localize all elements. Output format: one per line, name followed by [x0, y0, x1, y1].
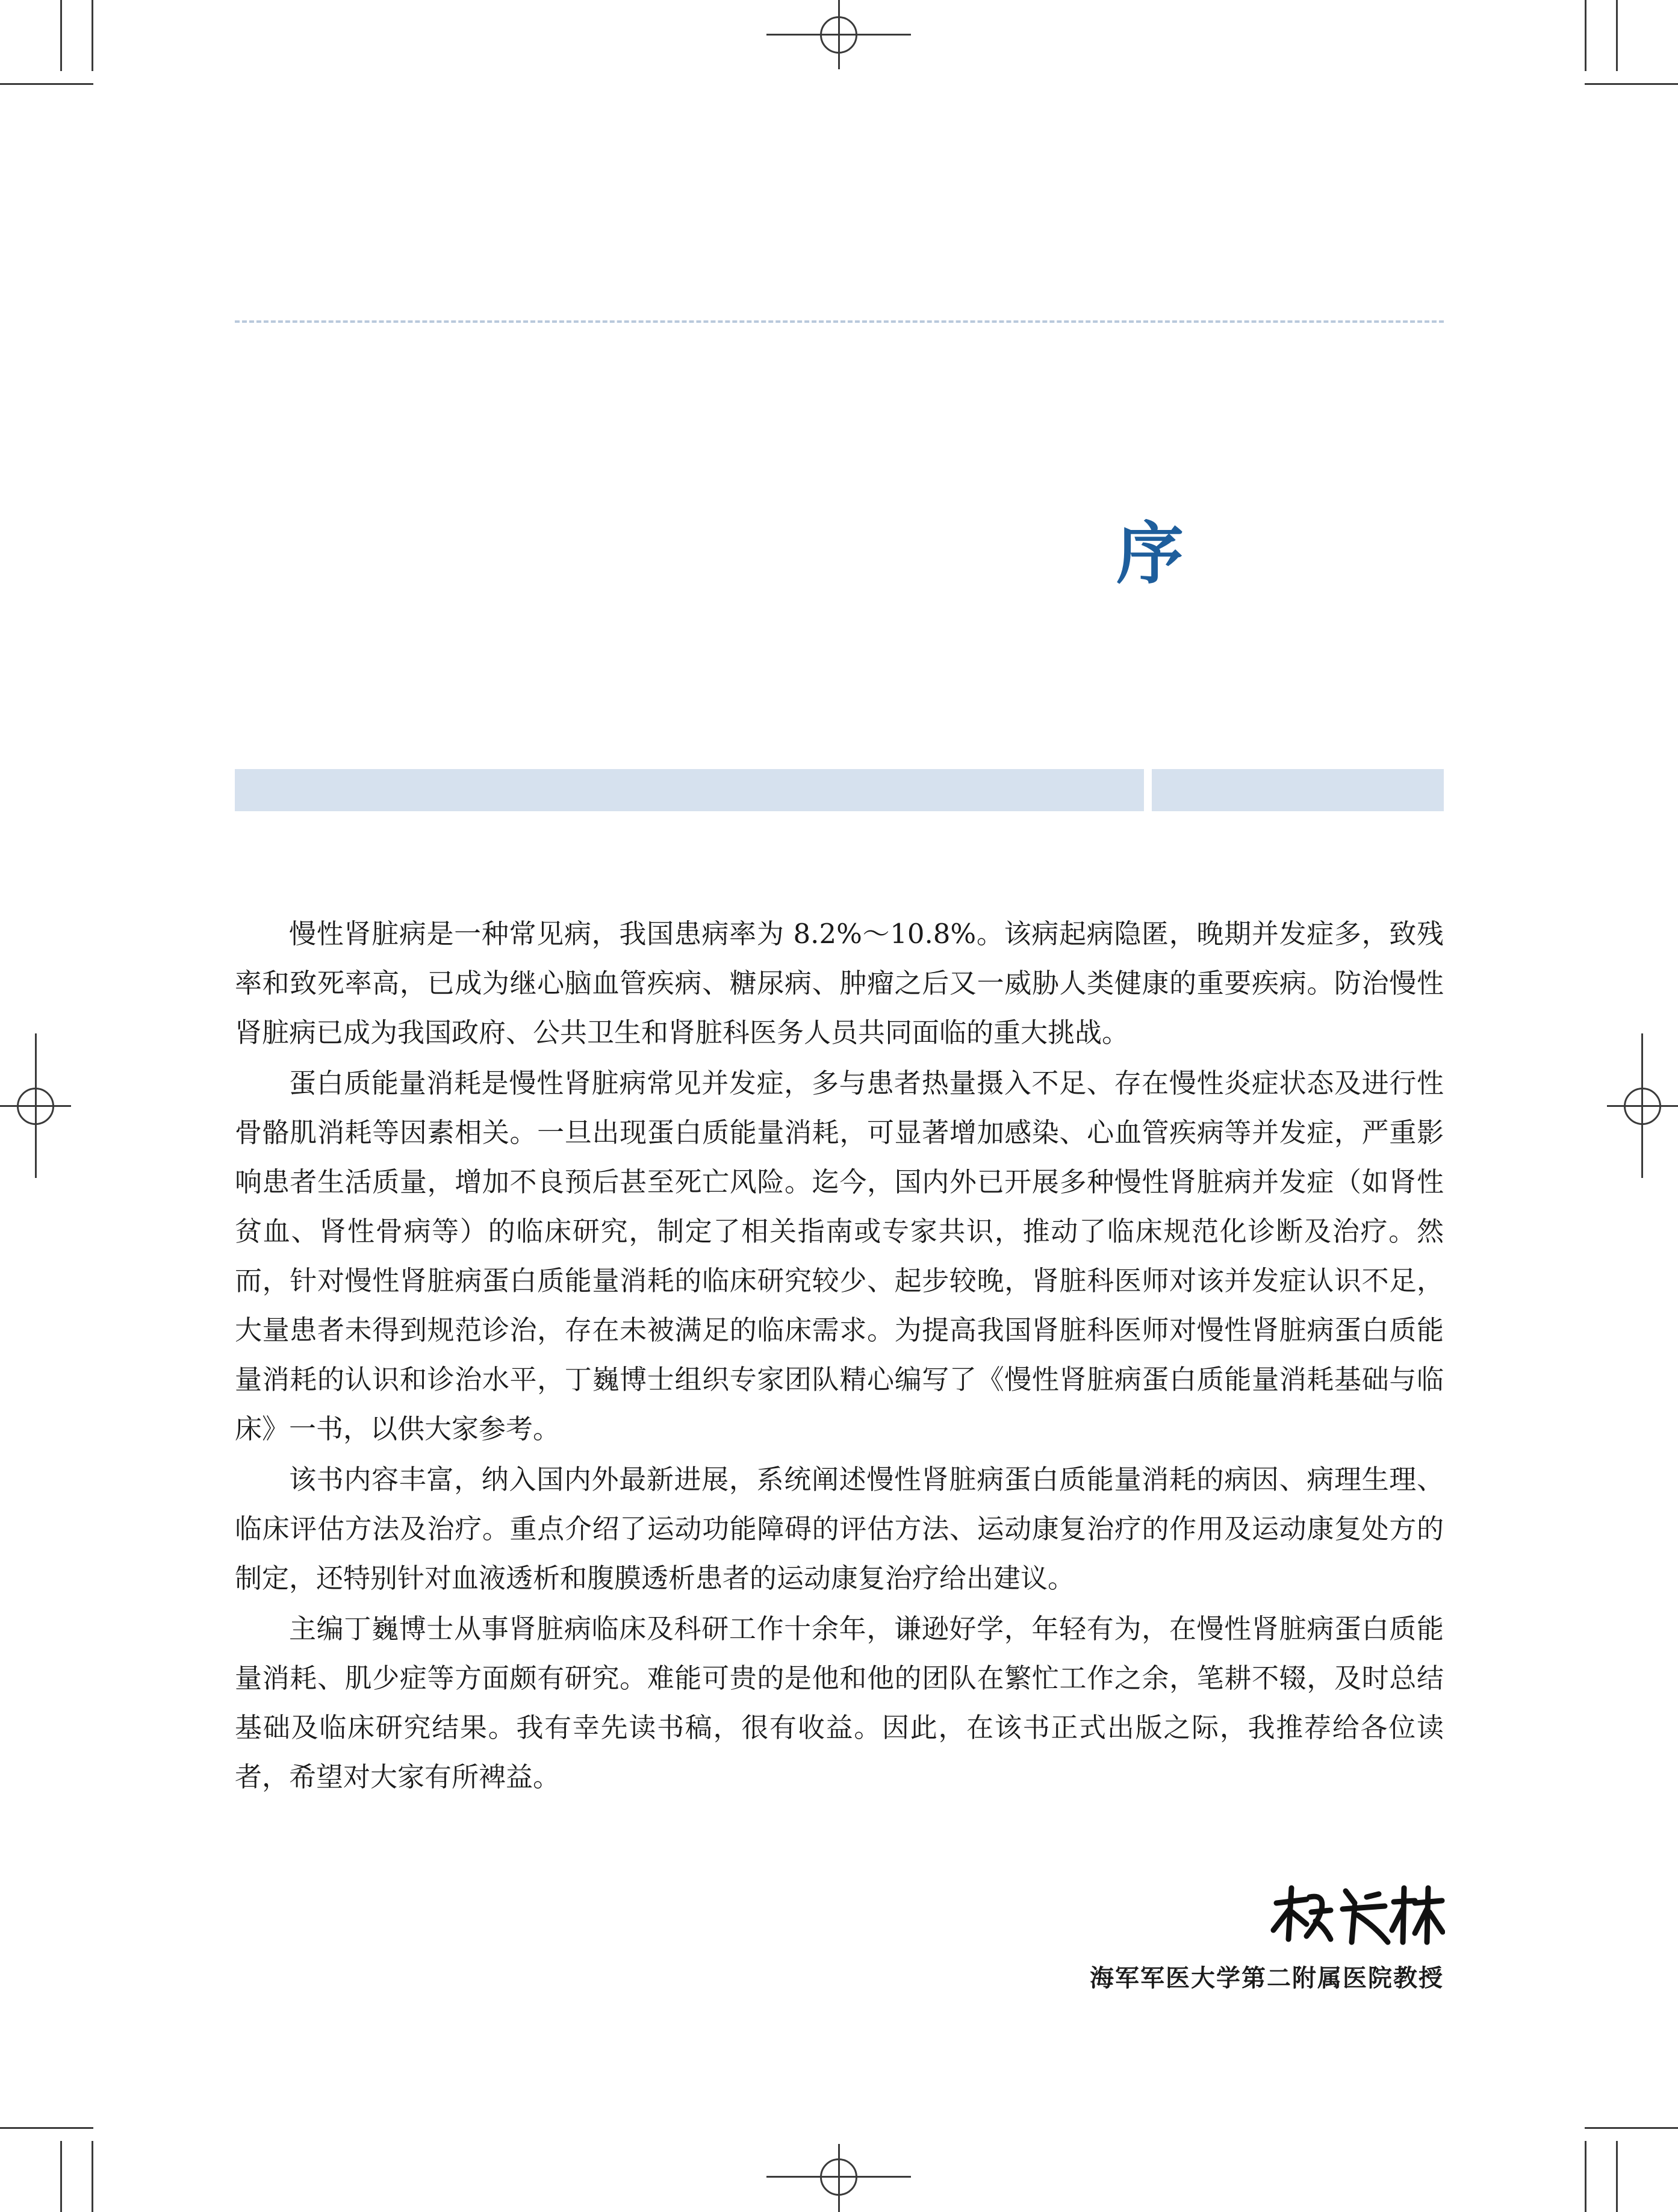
paragraph: 主编丁巍博士从事肾脏病临床及科研工作十余年，谦逊好学，年轻有为，在慢性肾脏病蛋白质能量消耗、肌少症等方面颇有研究。难能可贵的是他和他的团队在繁忙工作之余，笔耕不辍，及时总结基础及临床研究结果。我有幸先读书稿，很有收益。因此，在该书正式出版之际，我推荐给各位读者，希望对大家有所裨益。 — [235, 1613, 1444, 1793]
paragraph: 蛋白质能量消耗是慢性肾脏病常见并发症，多与患者热量摄入不足、存在慢性炎症状态及进行性骨骼肌消耗等因素相关。一旦出现蛋白质能量消耗，可显著增加感染、心血管疾病等并发症，严重影响患者生活质量，增加不良预后甚至死亡风险。迄今，国内外已开展多种慢性肾脏病并发症（如肾性贫血、肾性骨病等）的临床研究，制定了相关指南或专家共识，推动了临床规范化诊断及治疗。然而，针对慢性肾脏病蛋白质能量消耗的临床研究较少、起步较晚，肾脏科医师对该并发症认识不足，大量患者未得到规范诊治，存在未被满足的临床需求。为提高我国肾脏科医师对慢性肾脏病蛋白质能量消耗的认识和诊治水平，丁巍博士组织专家团队精心编写了《慢性肾脏病蛋白质能量消耗基础与临床》一书，以供大家参考。 — [235, 1067, 1444, 1445]
page-title: 序 — [1116, 514, 1184, 593]
handwritten-signature — [1264, 1879, 1445, 1951]
paragraph: 该书内容丰富，纳入国内外最新进展，系统阐述慢性肾脏病蛋白质能量消耗的病因、病理生理、临床评估方法及治疗。重点介绍了运动功能障碍的评估方法、运动康复治疗的作用及运动康复处方的制定，还特别针对血液透析和腹膜透析患者的运动康复治疗给出建议。 — [235, 1463, 1444, 1594]
author-affiliation: 海军军医大学第二附属医院教授 — [1090, 1964, 1444, 1992]
decorative-band-right — [1152, 769, 1444, 811]
preface-body — [235, 909, 1444, 1803]
decorative-band-left — [235, 769, 1144, 811]
dashed-divider — [235, 320, 1444, 323]
paragraph: 慢性肾脏病是一种常见病，我国患病率为 8.2%～10.8%。该病起病隐匿，晚期并发症多，致残率和致死率高，已成为继心脑血管疾病、糖尿病、肿瘤之后又一威胁人类健康的重要疾病。防治慢性肾脏病已成为我国政府、公共卫生和肾脏科医务人员共同面临的重大挑战。 — [235, 918, 1444, 1048]
